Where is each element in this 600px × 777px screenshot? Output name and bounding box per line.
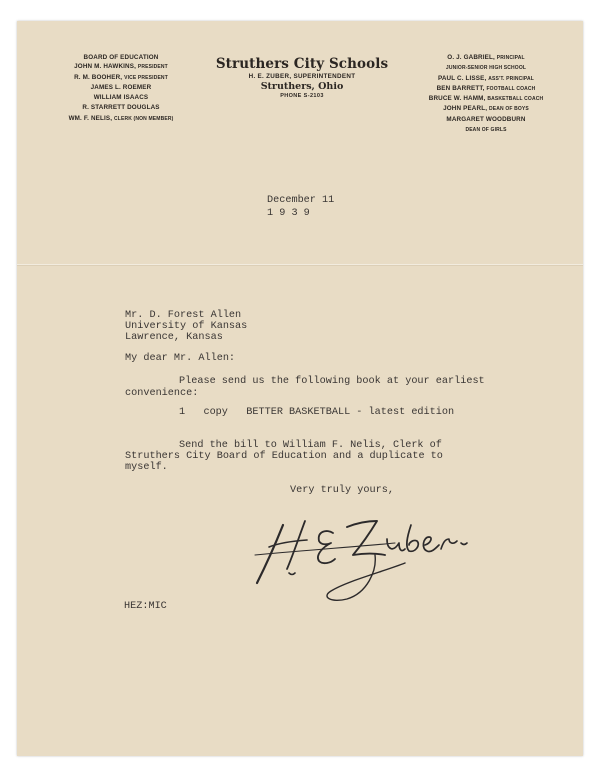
board-of-education-list: [41, 53, 201, 124]
staff-line: BRUCE W. HAMM, BASKETBALL COACH: [428, 95, 544, 103]
staff-line: MARGARET WOODBURN: [446, 115, 526, 123]
year-line: 1 9 3 9: [267, 208, 310, 219]
staff-line: DEAN OF GIRLS: [465, 127, 507, 134]
staff-line: PAUL C. LISSE, ASS'T. PRINCIPAL: [437, 74, 535, 82]
salutation: My dear Mr. Allen:: [125, 353, 236, 364]
board-member: R. STARRETT DOUGLAS: [82, 104, 160, 112]
board-member: WILLIAM ISAACS: [93, 94, 149, 102]
order-line: 1 copy BETTER BASKETBALL - latest edition: [179, 407, 455, 418]
board-member: WM. F. NELIS, CLERK (NON MEMBER): [68, 114, 174, 122]
paragraph-2-line-1: Send the bill to William F. Nelis, Clerk of: [179, 440, 442, 451]
paragraph-2-line-3: myself.: [125, 462, 168, 473]
recipient-institution: University of Kansas: [125, 321, 248, 332]
phone-line: PHONE S-2103: [280, 93, 324, 99]
typist-initials: HEZ:MIC: [124, 601, 167, 612]
board-heading: BOARD OF EDUCATION: [83, 54, 159, 61]
superintendent-line: H. E. ZUBER, SUPERINTENDENT: [248, 73, 356, 80]
staff-list: [402, 53, 570, 135]
staff-line: JUNIOR-SENIOR HIGH SCHOOL: [445, 65, 527, 72]
staff-line: BEN BARRETT, FOOTBALL COACH: [436, 84, 536, 92]
paragraph-2-line-2: Struthers City Board of Education and a duplicate to: [125, 451, 443, 462]
closing: Very truly yours,: [290, 485, 394, 496]
board-member: R. M. BOOHER, VICE PRESIDENT: [74, 73, 168, 81]
city-line: Struthers, Ohio: [260, 81, 344, 92]
handwritten-signature: [235, 497, 495, 607]
recipient-city: Lawrence, Kansas: [125, 332, 223, 343]
date-line: December 11: [267, 195, 335, 206]
paper-fold: [17, 264, 583, 265]
board-member: JAMES L. ROEMER: [90, 83, 152, 91]
school-name: Struthers City Schools: [215, 56, 389, 72]
paragraph-1-line-1: Please send us the following book at your earliest: [179, 376, 485, 387]
staff-line: JOHN PEARL, DEAN OF BOYS: [443, 105, 529, 113]
board-member: JOHN M. HAWKINS, PRESIDENT: [74, 63, 168, 71]
letter-page: [17, 21, 583, 756]
paragraph-1-line-2: convenience:: [125, 388, 199, 399]
staff-line: O. J. GABRIEL, PRINCIPAL: [447, 54, 525, 61]
letterhead-center: [207, 57, 397, 101]
recipient-name: Mr. D. Forest Allen: [125, 310, 242, 321]
